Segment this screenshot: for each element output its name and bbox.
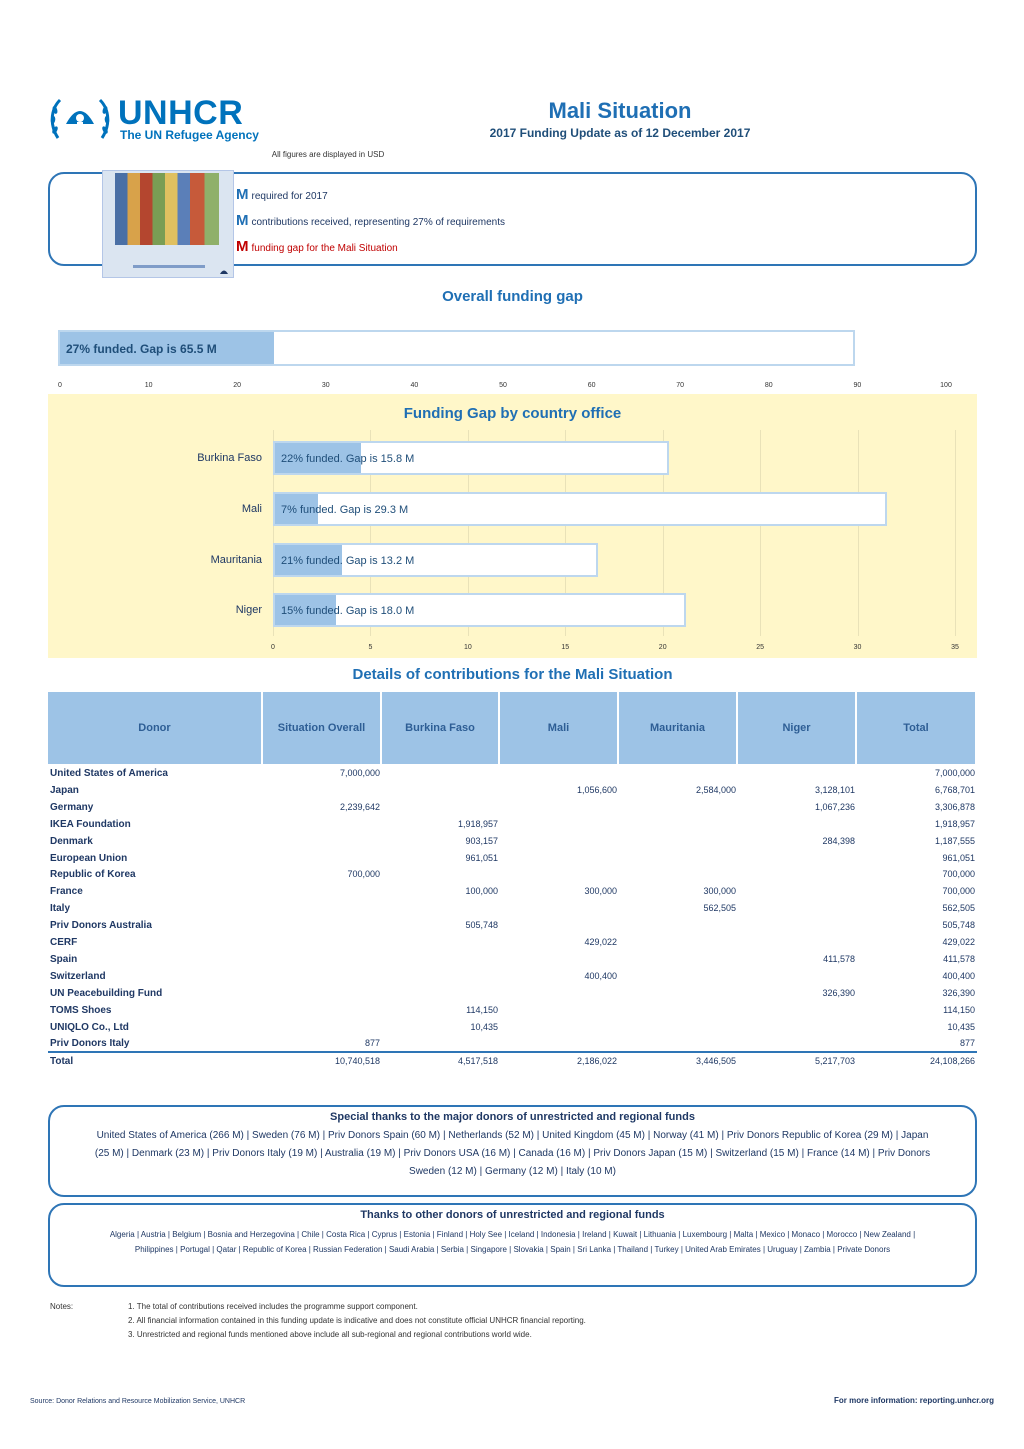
summary-gap-unit: M xyxy=(236,238,249,255)
currency-note: All figures are displayed in USD xyxy=(271,150,385,159)
summary-received-text: contributions received, representing 27% of requirements xyxy=(251,217,505,228)
donor-name: UNIQLO Co., Ltd xyxy=(50,1021,129,1033)
summary-gap-text: funding gap for the Mali Situation xyxy=(251,243,398,254)
overall-axis-tick: 90 xyxy=(853,382,862,389)
donor-name: Japan xyxy=(50,784,79,796)
overall-axis-tick: 0 xyxy=(58,382,62,389)
overall-gap-label: 27% funded. Gap is 65.5 M xyxy=(66,342,217,356)
source-note: Source: Donor Relations and Resource Mobilization Service, UNHCR xyxy=(30,1398,246,1405)
contribution-amount: 903,157 xyxy=(465,835,498,846)
donor-name: Italy xyxy=(50,903,71,915)
country-gap-label: 15% funded. Gap is 18.0 M xyxy=(281,605,415,617)
contribution-amount: 1,918,957 xyxy=(457,818,498,829)
note-3: 3. Unrestricted and regional funds mentioned above include all sub-regional and regional contributions world wide. xyxy=(128,1330,532,1339)
table-header-cell: Burkina Faso xyxy=(382,692,500,764)
contribution-amount: 429,022 xyxy=(584,937,617,947)
contribution-amount: 10,435 xyxy=(470,1021,498,1032)
contribution-amount: 961,051 xyxy=(942,852,975,863)
overall-axis-tick: 60 xyxy=(587,382,596,389)
contribution-amount: 326,390 xyxy=(942,987,975,998)
table-row xyxy=(48,800,977,817)
contribution-amount: 2,239,642 xyxy=(339,801,380,812)
summary-required-unit: M xyxy=(236,186,249,203)
donor-name: Germany xyxy=(50,801,94,813)
donor-name: TOMS Shoes xyxy=(50,1004,112,1016)
contribution-amount: 300,000 xyxy=(703,886,736,897)
overall-gap-bar xyxy=(58,330,855,366)
contribution-amount: 505,748 xyxy=(465,920,498,931)
donor-name: Priv Donors Australia xyxy=(50,920,152,932)
donor-name: Republic of Korea xyxy=(50,869,136,881)
table-row xyxy=(48,783,977,800)
contribution-amount: 411,578 xyxy=(823,953,855,964)
contribution-amount: 400,400 xyxy=(584,970,617,981)
contribution-amount: 2,584,000 xyxy=(695,784,736,795)
table-header-cell: Donor xyxy=(48,692,263,764)
overall-axis-tick: 80 xyxy=(764,382,773,389)
country-gap-bar xyxy=(273,492,887,526)
country-gap-label: 22% funded. Gap is 15.8 M xyxy=(281,453,415,465)
table-row xyxy=(48,867,977,884)
page-title: Mali Situation xyxy=(548,98,692,123)
overall-gap-title: Overall funding gap xyxy=(442,288,583,305)
contribution-amount: 100,000 xyxy=(465,886,498,897)
summary-required xyxy=(236,186,328,203)
overall-axis-tick: 50 xyxy=(499,382,507,389)
table-row xyxy=(48,986,977,1003)
table-row xyxy=(48,766,977,783)
table-row xyxy=(48,952,977,969)
contribution-amount: 3,446,505 xyxy=(695,1056,736,1066)
contribution-amount: 411,578 xyxy=(943,953,975,964)
table-row xyxy=(48,851,977,868)
major-donors-heading: Special thanks to the major donors of unrestricted and regional funds xyxy=(330,1111,695,1123)
country-gap-bar xyxy=(273,543,598,577)
donor-name: Priv Donors Italy xyxy=(50,1038,130,1050)
cover-caption-line xyxy=(133,265,205,268)
notes-label: Notes: xyxy=(50,1302,74,1311)
contribution-amount: 326,390 xyxy=(822,987,855,998)
country-gap-label: 7% funded. Gap is 29.3 M xyxy=(281,504,409,516)
major-donors-list: United States of America (266 M) | Sweden (76 M) | Priv Donors Spain (60 M) | Netherlands (52 M) | United Kingdom (45 M) | Norway (41 M) | Priv Donors Republic of Korea (29 M) | Japan (25 M) | Denmark (23 M) | Priv Donors Italy (19 M) | Australia (19 M) | Priv Donors USA (16 M) | Canada (16 M) | Priv Donors Japan (15 M) | Switzerland (15 M) | France (14 M) | Priv Donors Sweden (12 M) | Germany (12 M) | Italy (10 M) xyxy=(94,1130,931,1177)
contribution-amount: 562,505 xyxy=(942,903,975,914)
contribution-amount: 700,000 xyxy=(347,869,380,880)
country-gridline xyxy=(858,430,859,636)
contribution-amount: 400,400 xyxy=(942,970,975,981)
contribution-amount: 2,186,022 xyxy=(576,1056,617,1066)
country-gridline xyxy=(760,430,761,636)
summary-gap xyxy=(236,238,398,255)
country-label: Mali xyxy=(241,503,262,515)
contribution-amount: 10,435 xyxy=(947,1021,975,1032)
country-axis-tick: 20 xyxy=(658,644,667,651)
table-header-cell: Niger xyxy=(738,692,857,764)
cover-photo xyxy=(115,173,219,245)
country-gap-label: 21% funded. Gap is 13.2 M xyxy=(281,555,415,567)
contribution-amount: 3,306,878 xyxy=(934,801,975,812)
country-label: Burkina Faso xyxy=(197,452,262,464)
table-row xyxy=(48,1020,977,1037)
overall-axis-tick: 30 xyxy=(321,382,330,389)
contribution-amount: 7,000,000 xyxy=(339,768,380,778)
summary-required-text: required for 2017 xyxy=(251,191,328,202)
other-donors-box xyxy=(48,1203,977,1287)
donor-name: Denmark xyxy=(50,835,93,847)
contribution-amount: 5,217,703 xyxy=(814,1056,855,1066)
country-axis-tick: 25 xyxy=(756,644,765,651)
contribution-amount: 877 xyxy=(959,1038,975,1049)
other-donors-heading: Thanks to other donors of unrestricted and regional funds xyxy=(360,1209,665,1221)
table-row xyxy=(48,918,977,935)
contribution-amount: 700,000 xyxy=(942,886,975,897)
country-axis-tick: 35 xyxy=(951,644,959,651)
country-axis-tick: 10 xyxy=(463,644,472,651)
country-axis-tick: 30 xyxy=(853,644,862,651)
country-label: Mauritania xyxy=(210,554,262,566)
logo-tagline: The UN Refugee Agency xyxy=(120,128,259,142)
contribution-amount: 505,748 xyxy=(942,920,975,931)
donor-name: UN Peacebuilding Fund xyxy=(50,987,163,999)
contribution-amount: 562,505 xyxy=(703,903,736,914)
total-divider xyxy=(48,1051,977,1053)
report-cover-thumbnail xyxy=(102,170,234,278)
contribution-amount: 1,187,555 xyxy=(934,835,975,846)
donor-name: France xyxy=(50,886,83,898)
contribution-amount: 429,022 xyxy=(942,937,975,947)
contribution-amount: 1,067,236 xyxy=(814,801,855,812)
mini-logo-icon xyxy=(219,267,229,275)
country-gap-title: Funding Gap by country office xyxy=(403,405,622,422)
contribution-amount: 6,768,701 xyxy=(934,784,975,795)
other-donors-list: Algeria | Austria | Belgium | Bosnia and Herzegovina | Chile | Costa Rica | Cyprus | Estonia | Finland | Holy See | Iceland | Indonesia | Ireland | Kuwait | Lithuania | Luxembourg | Malta | Mexico | Monaco | Morocco | New Zealand | Philippines | Portugal | Qatar | Republic of Korea | Russian Federation | Saudi Arabia | Serbia | Singapore | Slovakia | Spain | Sri Lanka | Thailand | Turkey | United Arab Emirates | Uruguay | Zambia | Private Donors xyxy=(109,1230,916,1254)
country-gap-bar xyxy=(273,593,686,627)
country-label: Niger xyxy=(235,604,262,616)
donor-name: Spain xyxy=(50,953,78,965)
contribution-amount: 300,000 xyxy=(584,886,617,897)
donor-name: CERF xyxy=(50,937,78,948)
unhcr-logo xyxy=(48,94,288,150)
country-axis-tick: 5 xyxy=(368,644,373,651)
overall-axis-tick: 70 xyxy=(676,382,685,389)
contribution-amount: 114,150 xyxy=(943,1004,975,1015)
table-row xyxy=(48,884,977,901)
table-row xyxy=(48,901,977,918)
summary-received xyxy=(236,212,505,229)
logo-wordmark: UNHCR xyxy=(118,94,244,132)
page-subtitle: 2017 Funding Update as of 12 December 2017 xyxy=(489,126,751,140)
table-row xyxy=(48,969,977,986)
summary-received-unit: M xyxy=(236,212,249,229)
donor-name: United States of America xyxy=(50,768,168,779)
donor-name: Switzerland xyxy=(50,970,106,982)
table-row xyxy=(48,817,977,834)
contribution-amount: 3,128,101 xyxy=(814,784,855,795)
table-header-cell: Mali xyxy=(500,692,619,764)
contribution-amount: 10,740,518 xyxy=(334,1056,380,1066)
table-row xyxy=(48,935,977,952)
note-2: 2. All financial information contained in this funding update is indicative and does not constitute official UNHCR financial reporting. xyxy=(128,1316,586,1325)
donor-name: IKEA Foundation xyxy=(50,818,131,830)
table-header-cell: Mauritania xyxy=(619,692,738,764)
table-row xyxy=(48,834,977,851)
overall-axis-tick: 20 xyxy=(233,382,242,389)
country-gridline xyxy=(955,430,956,636)
table-total-row xyxy=(48,1054,977,1071)
country-gap-bar xyxy=(273,441,669,475)
table-header-cell: Situation Overall xyxy=(263,692,382,764)
overall-axis-tick: 100 xyxy=(940,382,952,389)
overall-axis-tick: 10 xyxy=(144,382,153,389)
contribution-amount: 114,150 xyxy=(466,1004,498,1015)
contribution-amount: 1,056,600 xyxy=(576,784,617,795)
contribution-amount: 1,918,957 xyxy=(934,818,975,829)
table-row xyxy=(48,1003,977,1020)
note-1: 1. The total of contributions received includes the programme support component. xyxy=(128,1302,418,1311)
table-header-cell: Total xyxy=(857,692,977,764)
contribution-amount: 284,398 xyxy=(822,835,855,846)
contribution-amount: 7,000,000 xyxy=(934,768,975,778)
contribution-amount: 4,517,518 xyxy=(457,1056,498,1066)
contribution-amount: 961,051 xyxy=(465,852,498,863)
overall-axis-tick: 40 xyxy=(410,382,419,389)
contribution-amount: 877 xyxy=(364,1038,380,1049)
donor-name: Total xyxy=(50,1056,74,1067)
contributions-title: Details of contributions for the Mali Situation xyxy=(352,666,673,683)
country-axis-tick: 0 xyxy=(271,644,275,651)
country-axis-tick: 15 xyxy=(561,644,570,651)
donor-name: European Union xyxy=(50,852,128,864)
contribution-amount: 24,108,266 xyxy=(929,1056,975,1066)
contribution-amount: 700,000 xyxy=(942,869,975,880)
major-donors-box xyxy=(48,1105,977,1197)
more-info-link[interactable]: For more information: reporting.unhcr.org xyxy=(834,1396,994,1405)
laurel-person-icon xyxy=(48,94,112,146)
